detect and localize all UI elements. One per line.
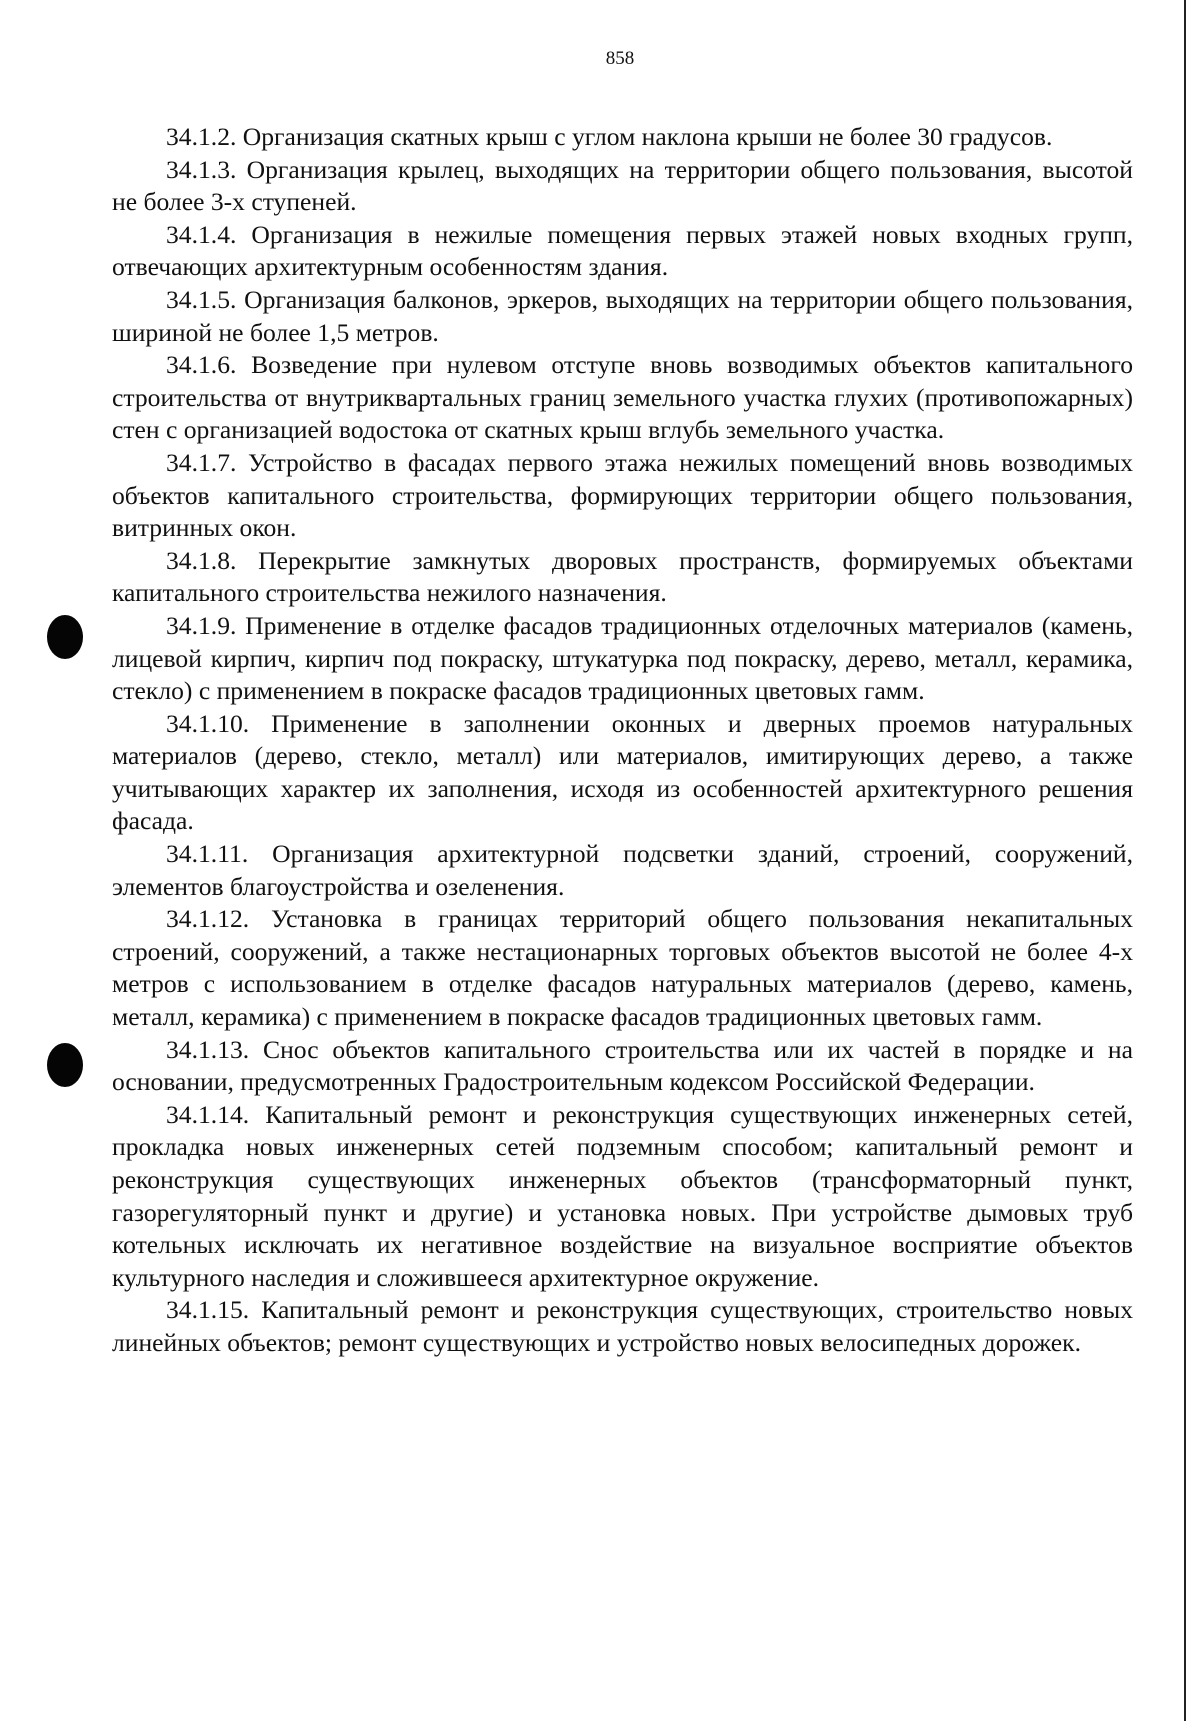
clause-34-1-10: 34.1.10. Применение в заполнении оконных и дверных проемов натуральных материалов (дерево, стекло, металл) или материалов, имитирующих дерево, а также учитывающих характер их заполнения, исходя из особенностей архитектурного решения фасада. [112,708,1133,836]
clause-34-1-2: 34.1.2. Организация скатных крыш с углом наклона крыши не более 30 градусов. [166,122,1053,151]
clause-34-1-3: 34.1.3. Организация крылец, выходящих на территории общего пользования, высотой не более 3-х ступеней. [112,154,1133,217]
clause-34-1-13: 34.1.13. Снос объектов капитального строительства или их частей в порядке и на основании, предусмотренных Градостроительным кодексом Российской Федерации. [112,1034,1133,1097]
clause-34-1-11: 34.1.11. Организация архитектурной подсветки зданий, строений, сооружений, элементов благоустройства и озеленения. [112,839,1133,901]
clause-34-1-7: 34.1.7. Устройство в фасадах первого этажа нежилых помещений вновь возводимых объектов капитального строительства, формирующих территории общего пользования, витринных окон. [112,447,1133,543]
clause-34-1-6: 34.1.6. Возведение при нулевом отступе вновь возводимых объектов капитального строительства от внутриквартальных границ земельного участка глухих (противопожарных) стен с организацией водостока от скатных крыш вглубь земельного участка. [112,350,1133,445]
punch-hole-mark [47,1043,83,1087]
punch-hole-mark [47,615,83,659]
page-number: 858 [605,48,635,69]
page-edge-line [1184,0,1186,1721]
clause-34-1-15: 34.1.15. Капитальный ремонт и реконструкция существующих, строительство новых линейных объектов; ремонт существующих и устройство новых велосипедных дорожек. [112,1295,1133,1357]
clause-34-1-8: 34.1.8. Перекрытие замкнутых дворовых пространств, формируемых объектами капитального строительства нежилого назначения. [112,545,1133,608]
document-body [112,121,1133,1360]
clause-34-1-5: 34.1.5. Организация балконов, эркеров, выходящих на территории общего пользования, шириной не более 1,5 метров. [112,284,1133,347]
clause-34-1-14: 34.1.14. Капитальный ремонт и реконструкция существующих инженерных сетей, прокладка новых инженерных сетей подземным способом; капитальный ремонт и реконструкция существующих инженерных объектов (трансформаторный пункт, газорегуляторный пункт и другие) и установка новых. При устройстве дымовых труб котельных исключать их негативное воздействие на визуальное восприятие объектов культурного наследия и сложившееся архитектурное окружение. [112,1099,1133,1292]
clause-34-1-9: 34.1.9. Применение в отделке фасадов традиционных отделочных материалов (камень, лицевой кирпич, кирпич под покраску, штукатурка под покраску, дерево, металл, керамика, стекло) с применением в покраске фасадов традиционных цветовых гамм. [112,610,1133,706]
clause-34-1-12: 34.1.12. Установка в границах территорий общего пользования некапитальных строений, сооружений, а также нестационарных торговых объектов высотой не более 4-х метров с использованием в отделке фасадов натуральных материалов (дерево, камень, металл, керамика) с применением в покраске фасадов традиционных цветовых гамм. [112,904,1133,1032]
clause-34-1-4: 34.1.4. Организация в нежилые помещения первых этажей новых входных групп, отвечающих архитектурным особенностям здания. [112,219,1133,282]
